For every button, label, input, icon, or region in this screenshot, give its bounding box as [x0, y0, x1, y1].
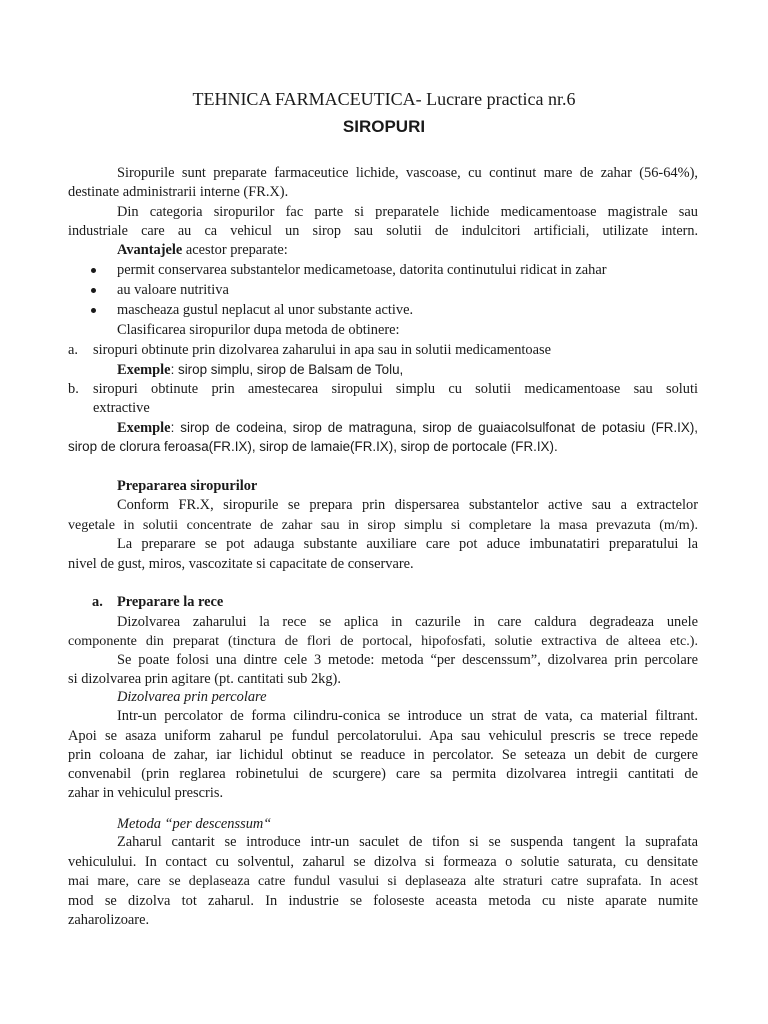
- examples-b: [117, 419, 698, 437]
- prep-heading: Prepararea siropurilor: [117, 478, 258, 494]
- examples-text: : sirop simplu, sirop de Balsam de Tolu,: [170, 362, 404, 377]
- advantage-item: mascheaza gustul neplacut al unor substante active.: [117, 302, 414, 318]
- percolation-line-5: zahar in vehiculul prescris.: [68, 785, 224, 801]
- list-marker-b: b.: [68, 381, 79, 397]
- examples-b-cont: sirop de clorura feroasa(FR.IX), sirop de lamaie(FR.IX), sirop de portocale (FR.IX).: [68, 439, 558, 454]
- descensum-line-3: mai mare, care se deplaseaza catre fundul vasului si deplaseaza alte straturi catre suprafata. In acest: [68, 873, 698, 889]
- bullet-icon: [91, 308, 96, 313]
- section-heading: [117, 477, 257, 495]
- advantages-heading: [117, 241, 288, 259]
- examples-label: Exemple: [117, 420, 171, 436]
- intro-line-3: Din categoria siropurilor fac parte si preparatele lichide medicamentoase magistrale sau: [117, 204, 698, 220]
- classification-item-a: siropuri obtinute prin dizolvarea zaharului in apa sau in solutii medicamentoase: [93, 342, 551, 358]
- percolation-line-4: convenabil (prin reglarea robinetului de scurgere) care sa permita dizolvarea intregii cantitati de: [68, 766, 698, 782]
- bullet-icon: [91, 268, 96, 273]
- percolation-line-2: Apoi se asaza uniform zaharul pe fundul percolatorului. Apa sau vehiculul prescris se trece repede: [68, 728, 698, 744]
- cold-line-2: componente din preparat (tinctura de flori de portocal, hipofosfati, solutie extractiva de alteea etc.).: [68, 633, 698, 649]
- intro-line-2: destinate administrarii interne (FR.X).: [68, 184, 289, 200]
- examples-a: [117, 361, 403, 379]
- descensum-line-5: zaharolizoare.: [68, 912, 150, 928]
- intro-line-1: Siropurile sunt preparate farmaceutice lichide, vascoase, cu continut mare de zahar (56-64%),: [117, 165, 698, 181]
- prep-line-4: nivel de gust, miros, vascozitate si capacitate de conservare.: [68, 556, 414, 572]
- classification-heading: Clasificarea siropurilor dupa metoda de obtinere:: [117, 322, 400, 338]
- advantages-rest: acestor preparate:: [182, 242, 288, 258]
- advantage-item: permit conservarea substantelor medicametoase, datorita continutului ridicat in zahar: [117, 262, 607, 278]
- descensum-heading-text: Metoda “per descenssum“: [117, 816, 272, 832]
- percolation-line-3: prin coloana de zahar, iar lichidul obtinut se readuce in percolator. Se seteaza un debit de curgere: [68, 747, 698, 763]
- examples-text: : sirop de codeina, sirop de matraguna, sirop de guaiacolsulfonat de potasiu (FR.IX),: [170, 420, 698, 435]
- cold-line-4: si dizolvarea prin agitare (pt. cantitati sub 2kg).: [68, 671, 341, 687]
- percolation-heading-text: Dizolvarea prin percolare: [117, 689, 267, 705]
- cold-line-3: Se poate folosi una dintre cele 3 metode: metoda “per descenssum”, dizolvarea prin percolare: [117, 652, 698, 668]
- prep-line-3: La preparare se pot adauga substante auxiliare care pot aduce imbunatatiri preparatului la: [117, 536, 698, 552]
- cold-marker-text: a.: [92, 594, 103, 610]
- list-marker-a: a.: [68, 342, 78, 358]
- percolation-line-1: Intr-un percolator de forma cilindru-conica se introduce un strat de vata, ca material filtrant.: [117, 708, 698, 724]
- document-subtitle: SIROPURI: [342, 117, 426, 136]
- cold-heading: [117, 593, 223, 611]
- prep-line-1: Conform FR.X, siropurile se prepara prin dispersarea substantelor active sau a extractelor: [117, 497, 698, 513]
- advantages-label: Avantajele: [117, 242, 183, 258]
- cold-heading-text: Preparare la rece: [117, 594, 224, 610]
- advantage-item: au valoare nutritiva: [117, 282, 229, 298]
- descensum-line-1: Zaharul cantarit se introduce intr-un saculet de tifon si se suspenda tangent la suprafata: [117, 834, 698, 850]
- cold-marker: [92, 593, 103, 611]
- prep-line-2: vegetale in solutii concentrate de zahar sau in sirop simplu si completare la masa prevazuta (m/m).: [68, 517, 698, 533]
- intro-line-4: industriale care au ca vehicul un sirop sau solutii de indulcitori artificiali, utilizate intern.: [68, 223, 698, 239]
- classification-item-b: siropuri obtinute prin amestecarea siropului simplu cu solutii medicamentoase sau soluti: [93, 381, 698, 397]
- descensum-heading: [117, 815, 271, 833]
- descensum-line-2: vehiculului. In contact cu solventul, zaharul se dizolva si formeaza o solutie saturata, cu densitate: [68, 854, 698, 870]
- descensum-line-4: mod se dizolva tot zaharul. In industrie se foloseste aceasta metoda cu niste aparate numite: [68, 893, 698, 909]
- cold-line-1: Dizolvarea zaharului la rece se aplica in cazurile in care caldura degradeaza unele: [117, 614, 698, 630]
- document-title: TEHNICA FARMACEUTICA- Lucrare practica nr.6: [192, 89, 576, 109]
- percolation-heading: [117, 688, 266, 706]
- examples-label: Exemple: [117, 362, 171, 378]
- bullet-icon: [91, 288, 96, 293]
- classification-item-b-cont: extractive: [93, 400, 150, 416]
